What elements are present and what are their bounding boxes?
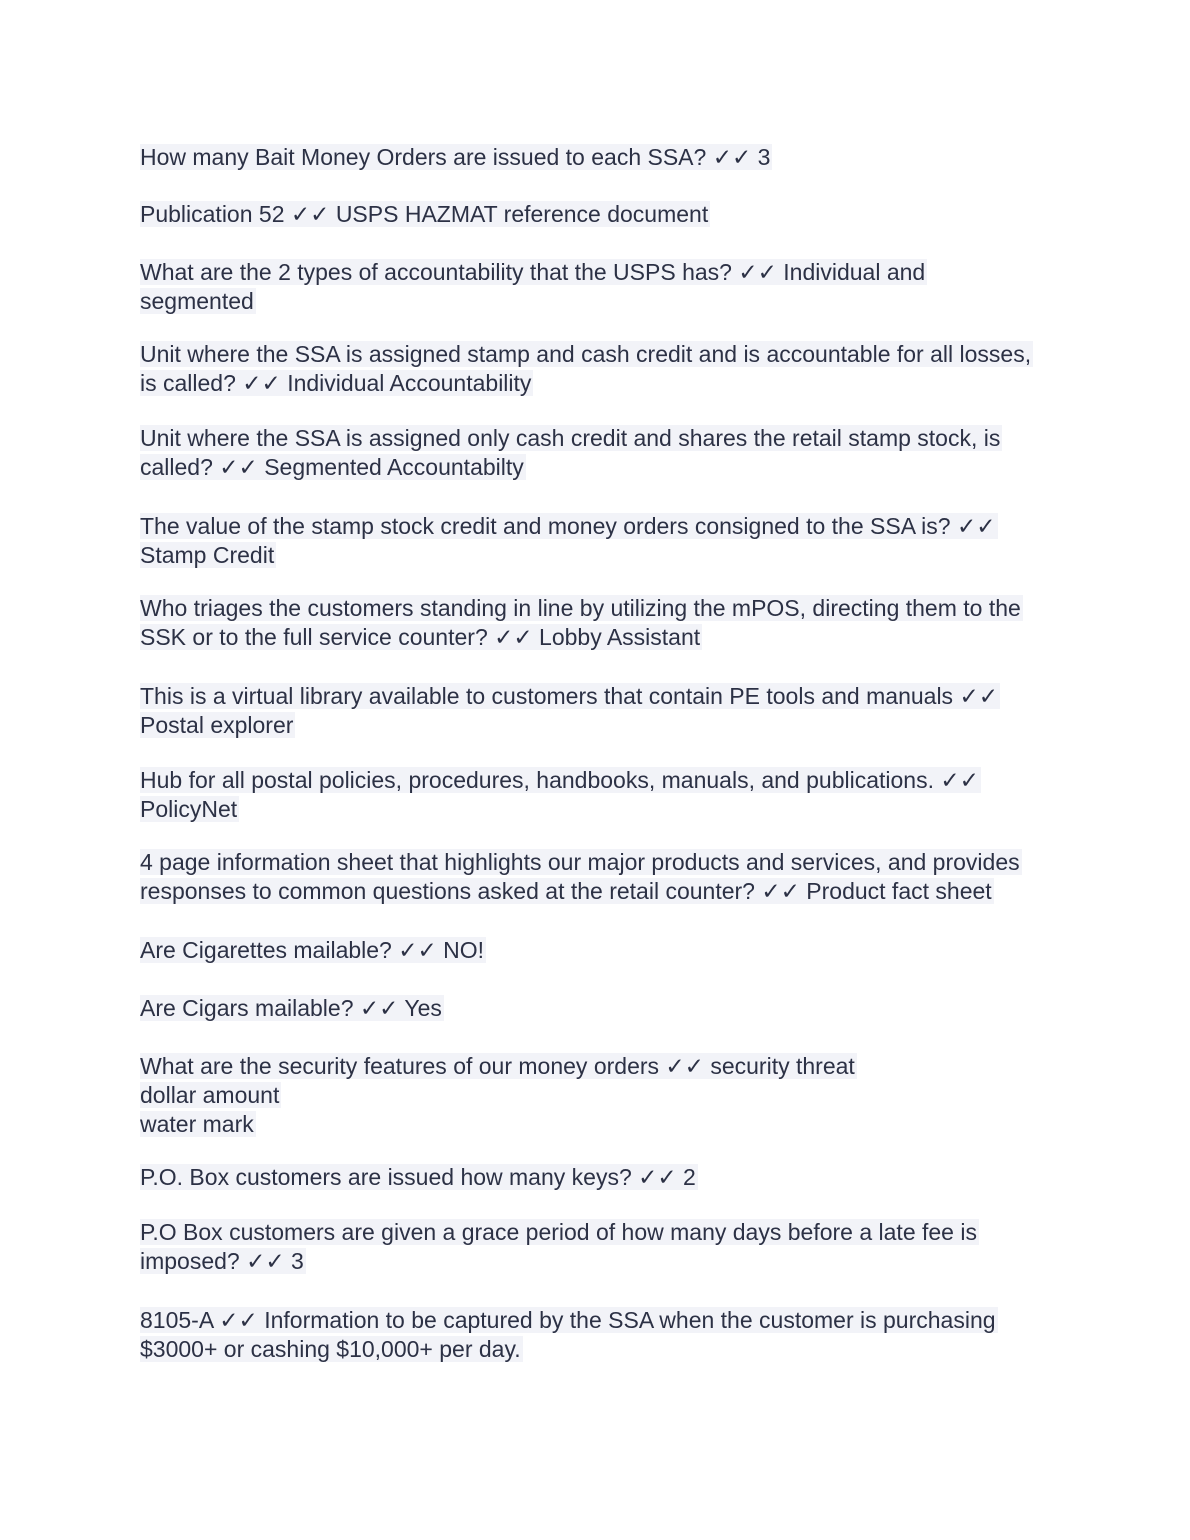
qa-entry (140, 766, 1060, 824)
qa-text-line: Unit where the SSA is assigned stamp and cash credit and is accountable for all losses, (140, 341, 1032, 367)
qa-entry (140, 1163, 1060, 1192)
qa-text-line: Publication 52 ✓✓ USPS HAZMAT reference document (140, 201, 709, 227)
qa-text-line: responses to common questions asked at the retail counter? ✓✓ Product fact sheet (140, 878, 992, 904)
qa-entry (140, 594, 1060, 652)
qa-entry (140, 258, 1060, 316)
qa-entry (140, 512, 1060, 570)
qa-text-line: Hub for all postal policies, procedures, handbooks, manuals, and publications. ✓✓ (140, 767, 979, 793)
qa-entry (140, 848, 1060, 906)
qa-text-line: water mark (140, 1111, 254, 1137)
qa-text-line: The value of the stamp stock credit and money orders consigned to the SSA is? ✓✓ (140, 513, 996, 539)
qa-text-line: Are Cigarettes mailable? ✓✓ NO! (140, 937, 485, 963)
qa-entry (140, 340, 1060, 398)
qa-text-line: P.O Box customers are given a grace period of how many days before a late fee is (140, 1219, 977, 1245)
qa-text-line: Are Cigars mailable? ✓✓ Yes (140, 995, 442, 1021)
qa-text-line: How many Bait Money Orders are issued to each SSA? ✓✓ 3 (140, 144, 771, 170)
qa-entry (140, 1218, 1060, 1276)
qa-text-line: This is a virtual library available to customers that contain PE tools and manuals ✓✓ (140, 683, 998, 709)
qa-entry (140, 1052, 1060, 1139)
qa-entry (140, 1306, 1060, 1364)
qa-entry (140, 936, 1060, 965)
qa-entry (140, 143, 1060, 172)
qa-text-line: segmented (140, 288, 254, 314)
qa-text-line: 4 page information sheet that highlights our major products and services, and provides (140, 849, 1020, 875)
qa-text-line: What are the security features of our money orders ✓✓ security threat (140, 1053, 855, 1079)
qa-entry (140, 424, 1060, 482)
qa-text-line: dollar amount (140, 1082, 280, 1108)
qa-text-line: PolicyNet (140, 796, 238, 822)
qa-text-line: Stamp Credit (140, 542, 275, 568)
qa-entry (140, 994, 1060, 1023)
qa-text-line: is called? ✓✓ Individual Accountability (140, 370, 532, 396)
qa-text-line: called? ✓✓ Segmented Accountabilty (140, 454, 524, 480)
qa-text-line: Who triages the customers standing in line by utilizing the mPOS, directing them to the (140, 595, 1021, 621)
qa-text-line: P.O. Box customers are issued how many keys? ✓✓ 2 (140, 1164, 696, 1190)
qa-text-line: Postal explorer (140, 712, 294, 738)
qa-entry (140, 682, 1060, 740)
qa-text-line: What are the 2 types of accountability that the USPS has? ✓✓ Individual and (140, 259, 926, 285)
qa-text-line: 8105-A ✓✓ Information to be captured by the SSA when the customer is purchasing (140, 1307, 996, 1333)
qa-text-line: $3000+ or cashing $10,000+ per day. (140, 1336, 521, 1362)
qa-text-line: Unit where the SSA is assigned only cash credit and shares the retail stamp stock, is (140, 425, 1001, 451)
qa-text-line: imposed? ✓✓ 3 (140, 1248, 304, 1274)
qa-text-line: SSK or to the full service counter? ✓✓ Lobby Assistant (140, 624, 701, 650)
qa-entry (140, 200, 1060, 229)
